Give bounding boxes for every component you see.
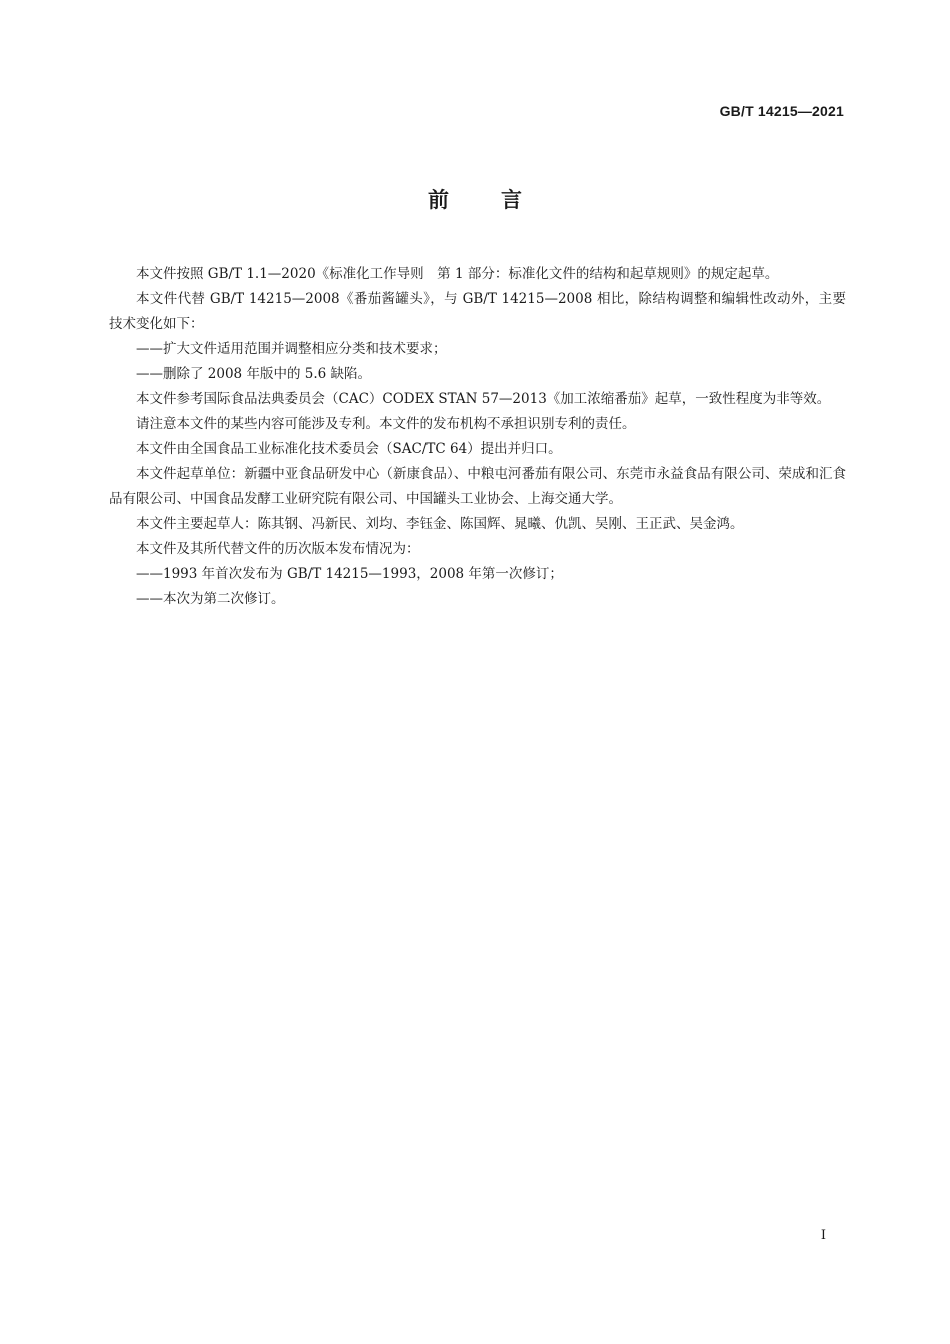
change-item-scope: ——扩大文件适用范围并调整相应分类和技术要求； (136, 341, 447, 357)
page-title (0, 184, 950, 214)
page-number: I (820, 1228, 826, 1243)
change-item-defects: ——删除了 2008 年版中的 5.6 缺陷。 (136, 366, 371, 382)
paragraph-proposer: 本文件由全国食品工业标准化技术委员会（SAC/TC 64）提出并归口。 (136, 441, 562, 457)
history-item-current: ——本次为第二次修订。 (136, 591, 285, 607)
paragraph-patent-notice: 请注意本文件的某些内容可能涉及专利。本文件的发布机构不承担识别专利的责任。 (136, 416, 636, 432)
paragraph-reference-standard: 本文件参考国际食品法典委员会（CAC）CODEX STAN 57—2013《加工浓缩番茄》起草，一致性程度为非等效。 (136, 391, 831, 407)
standard-code: GB/T 14215—2021 (719, 103, 844, 119)
paragraph-drafters: 本文件主要起草人：陈其钢、冯新民、刘均、李钰金、陈国辉、晁曦、仇凯、吴刚、王正武、吴金鸿。 (136, 516, 744, 532)
history-item-first: ——1993 年首次发布为 GB/T 14215—1993，2008 年第一次修订； (136, 566, 563, 582)
foreword-body (109, 262, 846, 612)
paragraph-drafting-rules: 本文件按照 GB/T 1.1—2020《标准化工作导则 第 1 部分：标准化文件的结构和起草规则》的规定起草。 (136, 266, 779, 282)
paragraph-replaces: 本文件代替 GB/T 14215—2008《番茄酱罐头》，与 GB/T 14215—2008 相比，除结构调整和编辑性改动外，主要技术变化如下： (109, 291, 846, 332)
title-char-2: 言 (501, 188, 522, 212)
paragraph-version-history: 本文件及其所代替文件的历次版本发布情况为： (136, 541, 420, 557)
paragraph-drafting-units: 本文件起草单位：新疆中亚食品研发中心（新康食品）、中粮屯河番茄有限公司、东莞市永益食品有限公司、荣成和汇食品有限公司、中国食品发酵工业研究院有限公司、中国罐头工业协会、上海交通大学。 (109, 466, 846, 507)
title-char-1: 前 (428, 188, 449, 212)
